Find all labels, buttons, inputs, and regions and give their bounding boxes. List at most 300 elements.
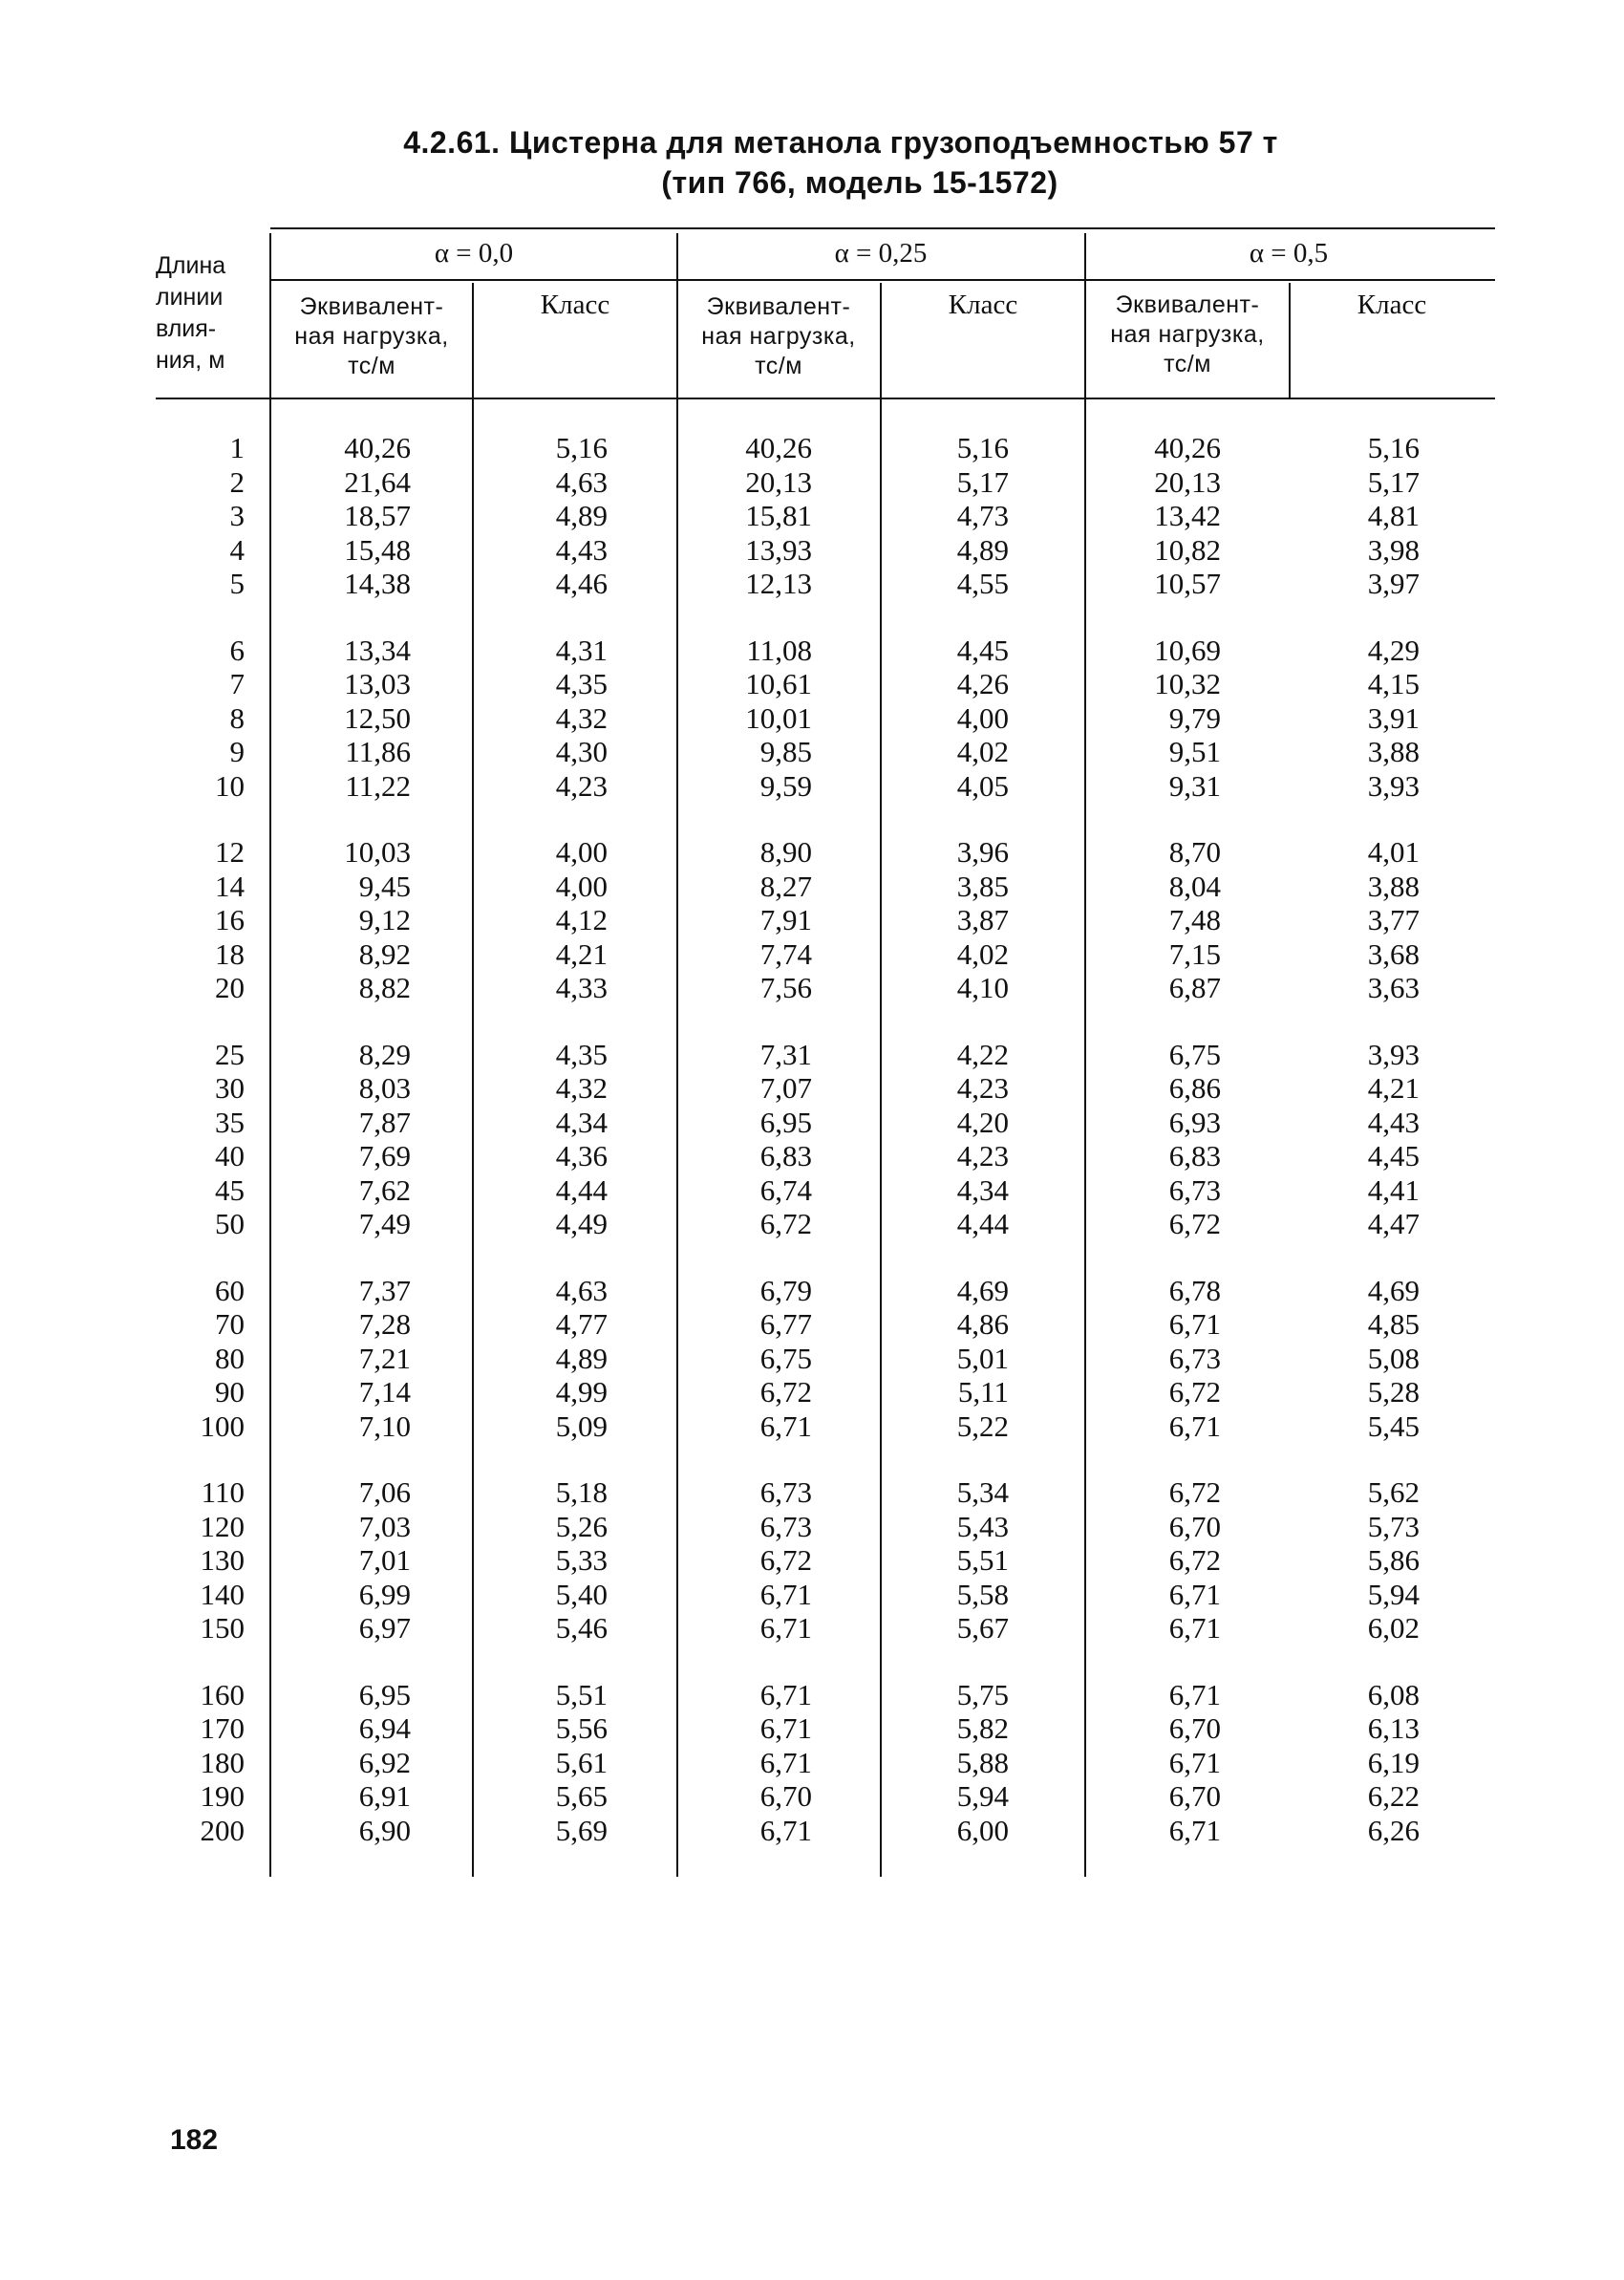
cell-load-a00: 18,57 [344, 499, 411, 532]
cell-length: 45 [215, 1172, 245, 1207]
cell-length: 30 [215, 1071, 245, 1105]
cell-class-a025: 4,00 [956, 700, 1009, 735]
cell-load-a025: 6,70 [759, 1779, 812, 1813]
cell-load-a00: 8,82 [358, 971, 411, 1004]
cell-length: 140 [200, 1577, 245, 1611]
length-header [156, 250, 261, 376]
cell-load-a00: 7,49 [358, 1207, 411, 1240]
cell-load-a00: 7,87 [358, 1105, 411, 1139]
cell-class-a00: 4,63 [555, 464, 608, 499]
cell-load-a00: 7,01 [358, 1543, 411, 1577]
cell-class-a05: 5,62 [1367, 1475, 1420, 1509]
cell-class-a025: 4,69 [956, 1273, 1009, 1307]
cell-load-a00: 6,99 [358, 1577, 411, 1611]
cell-class-a00: 5,33 [555, 1543, 608, 1577]
cell-load-a00: 8,29 [358, 1037, 411, 1071]
cell-load-a05: 6,86 [1168, 1071, 1221, 1105]
cell-load-a05: 6,83 [1168, 1139, 1221, 1172]
cell-load-a00: 7,62 [358, 1172, 411, 1207]
cell-class-a00: 4,46 [555, 567, 608, 600]
table-row [0, 1409, 1624, 1444]
load-header-line: ная нагрузка, [701, 323, 856, 350]
length-header-line: ния, м [156, 347, 225, 374]
cell-length: 35 [215, 1105, 245, 1139]
cell-load-a05: 8,70 [1168, 835, 1221, 869]
cell-class-a05: 6,08 [1367, 1677, 1420, 1711]
cell-length: 14 [215, 869, 245, 903]
table-row [0, 769, 1624, 804]
cell-class-a025: 4,89 [956, 532, 1009, 567]
load-header-line: тс/м [348, 353, 395, 379]
cell-load-a00: 7,28 [358, 1307, 411, 1341]
load-header-line: тс/м [755, 353, 802, 379]
cell-load-a00: 6,92 [358, 1745, 411, 1779]
cell-load-a025: 6,83 [759, 1139, 812, 1172]
cell-load-a00: 9,12 [358, 903, 411, 936]
table-row [0, 1814, 1624, 1848]
cell-load-a025: 6,71 [759, 1577, 812, 1611]
cell-load-a05: 6,78 [1168, 1273, 1221, 1307]
cell-load-a025: 6,71 [759, 1745, 812, 1779]
table-body [0, 431, 1624, 1880]
cell-class-a00: 4,35 [555, 667, 608, 700]
class-header-0: Класс [540, 290, 610, 320]
table-row [0, 1274, 1624, 1308]
cell-class-a05: 5,08 [1367, 1341, 1420, 1375]
cell-class-a025: 4,02 [956, 936, 1009, 971]
cell-class-a00: 4,89 [555, 499, 608, 532]
cell-load-a025: 7,74 [759, 936, 812, 971]
cell-load-a05: 8,04 [1168, 869, 1221, 903]
table-top-rule [270, 227, 1495, 229]
cell-load-a025: 7,31 [759, 1037, 812, 1071]
table-row [0, 1678, 1624, 1712]
cell-class-a05: 6,19 [1367, 1745, 1420, 1779]
alpha-header-1: α = 0,25 [834, 238, 928, 269]
cell-length: 200 [200, 1813, 245, 1847]
table-row [0, 667, 1624, 701]
table-row [0, 1711, 1624, 1746]
cell-class-a025: 5,88 [956, 1745, 1009, 1779]
cell-load-a05: 9,31 [1168, 768, 1221, 803]
cell-length: 50 [215, 1207, 245, 1240]
table-row [0, 499, 1624, 533]
class-header-2: Класс [1357, 290, 1427, 320]
cell-class-a00: 4,77 [555, 1307, 608, 1341]
cell-load-a00: 6,94 [358, 1711, 411, 1745]
cell-class-a00: 4,44 [555, 1172, 608, 1207]
cell-class-a00: 5,09 [555, 1409, 608, 1443]
table-row [0, 1510, 1624, 1544]
cell-load-a00: 7,10 [358, 1409, 411, 1443]
cell-class-a025: 4,23 [956, 1139, 1009, 1172]
cell-load-a05: 13,42 [1154, 499, 1221, 532]
cell-load-a05: 6,70 [1168, 1509, 1221, 1543]
cell-load-a05: 40,26 [1154, 431, 1221, 464]
cell-load-a025: 11,08 [746, 633, 812, 667]
table-row [0, 1475, 1624, 1510]
cell-class-a05: 3,63 [1367, 971, 1420, 1004]
cell-class-a025: 4,45 [956, 633, 1009, 667]
cell-class-a025: 3,85 [956, 869, 1009, 903]
table-row [0, 1375, 1624, 1409]
cell-length: 150 [200, 1611, 245, 1645]
cell-load-a05: 7,48 [1168, 903, 1221, 936]
cell-load-a05: 10,57 [1154, 567, 1221, 600]
cell-class-a00: 4,12 [555, 903, 608, 936]
cell-load-a025: 6,71 [759, 1677, 812, 1711]
row-group [0, 1274, 1624, 1444]
cell-load-a025: 6,77 [759, 1307, 812, 1341]
cell-load-a00: 11,86 [345, 735, 411, 768]
cell-class-a05: 4,81 [1367, 499, 1420, 532]
cell-load-a05: 6,71 [1168, 1307, 1221, 1341]
alpha-header-rule [270, 279, 1495, 281]
cell-load-a00: 40,26 [344, 431, 411, 464]
cell-load-a05: 6,70 [1168, 1711, 1221, 1745]
cell-class-a025: 5,58 [956, 1577, 1009, 1611]
cell-load-a05: 6,72 [1168, 1375, 1221, 1409]
cell-class-a00: 4,36 [555, 1139, 608, 1172]
load-header-line: ная нагрузка, [294, 323, 449, 350]
cell-load-a025: 6,72 [759, 1207, 812, 1240]
cell-class-a05: 6,22 [1367, 1779, 1420, 1813]
cell-load-a05: 10,82 [1154, 532, 1221, 567]
table-row [0, 431, 1624, 465]
table-row [0, 701, 1624, 736]
row-group [0, 1038, 1624, 1241]
cell-length: 110 [201, 1475, 245, 1509]
cell-class-a00: 4,21 [555, 936, 608, 971]
cell-class-a00: 5,40 [555, 1577, 608, 1611]
table-row [0, 567, 1624, 601]
cell-load-a05: 6,72 [1168, 1207, 1221, 1240]
cell-load-a05: 6,72 [1168, 1543, 1221, 1577]
cell-load-a05: 10,69 [1154, 633, 1221, 667]
cell-load-a00: 8,92 [358, 936, 411, 971]
cell-class-a05: 3,88 [1367, 735, 1420, 768]
cell-load-a05: 6,70 [1168, 1779, 1221, 1813]
cell-class-a05: 4,15 [1367, 667, 1420, 700]
cell-class-a05: 4,47 [1367, 1207, 1420, 1240]
cell-load-a05: 6,71 [1168, 1611, 1221, 1645]
load-header-line: Эквивалент- [299, 293, 444, 320]
cell-class-a00: 5,18 [555, 1475, 608, 1509]
row-group [0, 835, 1624, 1005]
cell-class-a00: 4,23 [555, 768, 608, 803]
cell-length: 1 [229, 431, 245, 464]
cell-length: 7 [229, 667, 245, 700]
cell-class-a05: 3,88 [1367, 869, 1420, 903]
cell-class-a025: 4,02 [956, 735, 1009, 768]
cell-class-a025: 4,22 [956, 1037, 1009, 1071]
cell-class-a00: 4,63 [555, 1273, 608, 1307]
table-row [0, 465, 1624, 500]
cell-class-a025: 5,51 [956, 1543, 1009, 1577]
cell-load-a025: 8,27 [759, 869, 812, 903]
cell-class-a05: 3,93 [1367, 768, 1420, 803]
cell-load-a025: 10,01 [745, 700, 812, 735]
cell-class-a05: 4,69 [1367, 1273, 1420, 1307]
load-header-line: Эквивалент- [706, 293, 851, 320]
cell-class-a05: 5,45 [1367, 1409, 1420, 1443]
title-line-2: (тип 766, модель 15-1572) [661, 165, 1058, 200]
table-row [0, 1342, 1624, 1376]
cell-class-a025: 4,26 [956, 667, 1009, 700]
cell-length: 120 [200, 1509, 245, 1543]
cell-class-a025: 5,75 [956, 1677, 1009, 1711]
cell-length: 3 [229, 499, 245, 532]
cell-class-a00: 5,69 [555, 1813, 608, 1847]
cell-class-a00: 5,51 [555, 1677, 608, 1711]
cell-load-a025: 40,26 [745, 431, 812, 464]
cell-load-a00: 14,38 [344, 567, 411, 600]
cell-load-a00: 13,34 [344, 633, 411, 667]
cell-class-a00: 4,49 [555, 1207, 608, 1240]
cell-class-a00: 4,30 [555, 735, 608, 768]
cell-class-a05: 3,68 [1367, 936, 1420, 971]
cell-length: 18 [215, 936, 245, 971]
cell-length: 10 [215, 768, 245, 803]
cell-class-a025: 4,86 [956, 1307, 1009, 1341]
cell-class-a00: 4,31 [555, 633, 608, 667]
cell-class-a025: 4,23 [956, 1071, 1009, 1105]
cell-load-a05: 6,73 [1168, 1172, 1221, 1207]
cell-class-a00: 4,32 [555, 1071, 608, 1105]
cell-class-a00: 5,61 [555, 1745, 608, 1779]
cell-class-a05: 4,21 [1367, 1071, 1420, 1105]
cell-length: 190 [200, 1779, 245, 1813]
cell-load-a025: 6,72 [759, 1375, 812, 1409]
cell-load-a00: 8,03 [358, 1071, 411, 1105]
cell-class-a05: 6,26 [1367, 1813, 1420, 1847]
cell-class-a025: 3,96 [956, 835, 1009, 869]
table-row [0, 835, 1624, 870]
cell-load-a025: 7,91 [759, 903, 812, 936]
table-row [0, 1746, 1624, 1780]
cell-class-a05: 5,16 [1367, 431, 1420, 464]
cell-load-a00: 7,37 [358, 1273, 411, 1307]
cell-load-a05: 6,93 [1168, 1105, 1221, 1139]
cell-class-a025: 5,82 [956, 1711, 1009, 1745]
class-header-1: Класс [948, 290, 1018, 320]
table-row [0, 1106, 1624, 1140]
table-row [0, 1139, 1624, 1173]
cell-length: 160 [200, 1677, 245, 1711]
cell-length: 2 [229, 464, 245, 499]
cell-class-a025: 5,43 [956, 1509, 1009, 1543]
cell-load-a025: 10,61 [745, 667, 812, 700]
cell-load-a025: 6,71 [759, 1611, 812, 1645]
cell-load-a025: 13,93 [745, 532, 812, 567]
cell-load-a00: 7,14 [358, 1375, 411, 1409]
cell-load-a05: 6,71 [1168, 1813, 1221, 1847]
cell-class-a05: 4,85 [1367, 1307, 1420, 1341]
cell-class-a00: 4,34 [555, 1105, 608, 1139]
cell-length: 20 [215, 971, 245, 1004]
cell-load-a05: 6,75 [1168, 1037, 1221, 1071]
cell-class-a025: 4,34 [956, 1172, 1009, 1207]
table-row [0, 1207, 1624, 1241]
cell-class-a05: 5,94 [1367, 1577, 1420, 1611]
cell-class-a05: 4,43 [1367, 1105, 1420, 1139]
cell-class-a00: 4,00 [555, 835, 608, 869]
cell-class-a025: 4,55 [956, 567, 1009, 600]
cell-load-a05: 6,72 [1168, 1475, 1221, 1509]
cell-length: 25 [215, 1037, 245, 1071]
cell-class-a00: 5,65 [555, 1779, 608, 1813]
cell-load-a00: 6,90 [358, 1813, 411, 1847]
cell-load-a025: 20,13 [745, 464, 812, 499]
cell-length: 130 [200, 1543, 245, 1577]
cell-class-a025: 4,44 [956, 1207, 1009, 1240]
cell-class-a00: 4,35 [555, 1037, 608, 1071]
cell-length: 40 [215, 1139, 245, 1172]
cell-load-a025: 6,71 [759, 1813, 812, 1847]
cell-load-a00: 12,50 [344, 700, 411, 735]
cell-length: 5 [229, 567, 245, 600]
cell-class-a00: 4,00 [555, 869, 608, 903]
cell-length: 90 [215, 1375, 245, 1409]
cell-class-a025: 6,00 [956, 1813, 1009, 1847]
cell-class-a05: 5,17 [1367, 464, 1420, 499]
cell-load-a00: 15,48 [344, 532, 411, 567]
cell-class-a05: 3,98 [1367, 532, 1420, 567]
cell-load-a025: 12,13 [745, 567, 812, 600]
cell-load-a025: 7,56 [759, 971, 812, 1004]
table-title [287, 122, 1395, 203]
cell-load-a05: 9,51 [1168, 735, 1221, 768]
cell-load-a00: 7,06 [358, 1475, 411, 1509]
cell-load-a025: 6,95 [759, 1105, 812, 1139]
cell-class-a05: 4,45 [1367, 1139, 1420, 1172]
cell-class-a05: 5,73 [1367, 1509, 1420, 1543]
table-row [0, 1307, 1624, 1342]
cell-class-a025: 5,11 [957, 1375, 1009, 1409]
table-row [0, 1071, 1624, 1106]
cell-load-a05: 6,73 [1168, 1341, 1221, 1375]
cell-load-a025: 7,07 [759, 1071, 812, 1105]
cell-length: 80 [215, 1341, 245, 1375]
cell-length: 9 [229, 735, 245, 768]
load-header-1 [677, 292, 880, 381]
cell-class-a025: 3,87 [956, 903, 1009, 936]
cell-length: 180 [200, 1745, 245, 1779]
cell-class-a00: 5,26 [555, 1509, 608, 1543]
cell-load-a05: 10,32 [1154, 667, 1221, 700]
cell-class-a00: 5,16 [555, 431, 608, 464]
cell-load-a00: 21,64 [344, 464, 411, 499]
cell-class-a05: 4,01 [1367, 835, 1420, 869]
cell-length: 6 [229, 633, 245, 667]
row-group [0, 1678, 1624, 1848]
cell-load-a05: 20,13 [1154, 464, 1221, 499]
cell-class-a05: 6,13 [1367, 1711, 1420, 1745]
cell-class-a025: 5,67 [956, 1611, 1009, 1645]
cell-load-a025: 9,59 [759, 768, 812, 803]
page-number: 182 [170, 2124, 219, 2156]
table-row [0, 1611, 1624, 1645]
cell-class-a025: 5,01 [956, 1341, 1009, 1375]
cell-class-a05: 3,93 [1367, 1037, 1420, 1071]
cell-load-a025: 6,73 [759, 1475, 812, 1509]
cell-class-a05: 5,28 [1367, 1375, 1420, 1409]
cell-load-a025: 6,73 [759, 1509, 812, 1543]
cell-load-a025: 6,74 [759, 1172, 812, 1207]
cell-length: 100 [200, 1409, 245, 1443]
cell-class-a025: 5,16 [956, 431, 1009, 464]
cell-load-a025: 9,85 [759, 735, 812, 768]
cell-load-a00: 11,22 [345, 768, 411, 803]
cell-class-a00: 5,46 [555, 1611, 608, 1645]
cell-load-a05: 6,87 [1168, 971, 1221, 1004]
alpha-header-0: α = 0,0 [434, 238, 514, 269]
length-header-line: Длина [156, 252, 226, 279]
cell-length: 16 [215, 903, 245, 936]
cell-length: 170 [200, 1711, 245, 1745]
cell-class-a025: 4,10 [956, 971, 1009, 1004]
cell-class-a025: 5,22 [956, 1409, 1009, 1443]
cell-class-a05: 6,02 [1367, 1611, 1420, 1645]
cell-class-a00: 4,89 [555, 1341, 608, 1375]
cell-class-a05: 3,77 [1367, 903, 1420, 936]
cell-load-a05: 6,71 [1168, 1409, 1221, 1443]
cell-class-a00: 4,33 [555, 971, 608, 1004]
cell-load-a05: 7,15 [1168, 936, 1221, 971]
cell-load-a00: 7,21 [358, 1341, 411, 1375]
cell-load-a00: 10,03 [344, 835, 411, 869]
row-group [0, 1475, 1624, 1645]
cell-length: 8 [229, 700, 245, 735]
cell-load-a05: 6,71 [1168, 1677, 1221, 1711]
length-header-line: линии [156, 284, 224, 311]
cell-load-a00: 6,97 [358, 1611, 411, 1645]
table-row [0, 735, 1624, 769]
load-header-line: Эквивалент- [1115, 291, 1260, 318]
cell-class-a05: 4,41 [1367, 1172, 1420, 1207]
cell-class-a05: 4,29 [1367, 633, 1420, 667]
cell-class-a025: 5,34 [956, 1475, 1009, 1509]
cell-load-a00: 13,03 [344, 667, 411, 700]
cell-length: 60 [215, 1273, 245, 1307]
table-row [0, 971, 1624, 1005]
cell-load-a025: 6,79 [759, 1273, 812, 1307]
row-group [0, 431, 1624, 601]
title-line-1: 4.2.61. Цистерна для метанола грузоподъемностью 57 т [403, 125, 1278, 160]
cell-length: 70 [215, 1307, 245, 1341]
cell-class-a00: 5,56 [555, 1711, 608, 1745]
cell-load-a00: 6,91 [358, 1779, 411, 1813]
load-header-line: тс/м [1164, 351, 1211, 377]
cell-load-a05: 6,71 [1168, 1745, 1221, 1779]
cell-load-a00: 7,03 [358, 1509, 411, 1543]
cell-class-a00: 4,43 [555, 532, 608, 567]
cell-class-a00: 4,99 [555, 1375, 608, 1409]
load-header-2 [1085, 290, 1290, 379]
alpha-header-2: α = 0,5 [1249, 238, 1329, 269]
table-row [0, 903, 1624, 937]
table-row [0, 1173, 1624, 1208]
cell-load-a025: 6,71 [759, 1711, 812, 1745]
table-row [0, 870, 1624, 904]
cell-class-a025: 5,17 [956, 464, 1009, 499]
cell-length: 12 [215, 835, 245, 869]
load-header-line: ная нагрузка, [1110, 321, 1265, 348]
cell-load-a025: 8,90 [759, 835, 812, 869]
cell-class-a025: 5,94 [956, 1779, 1009, 1813]
table-row [0, 1038, 1624, 1072]
cell-length: 4 [229, 532, 245, 567]
